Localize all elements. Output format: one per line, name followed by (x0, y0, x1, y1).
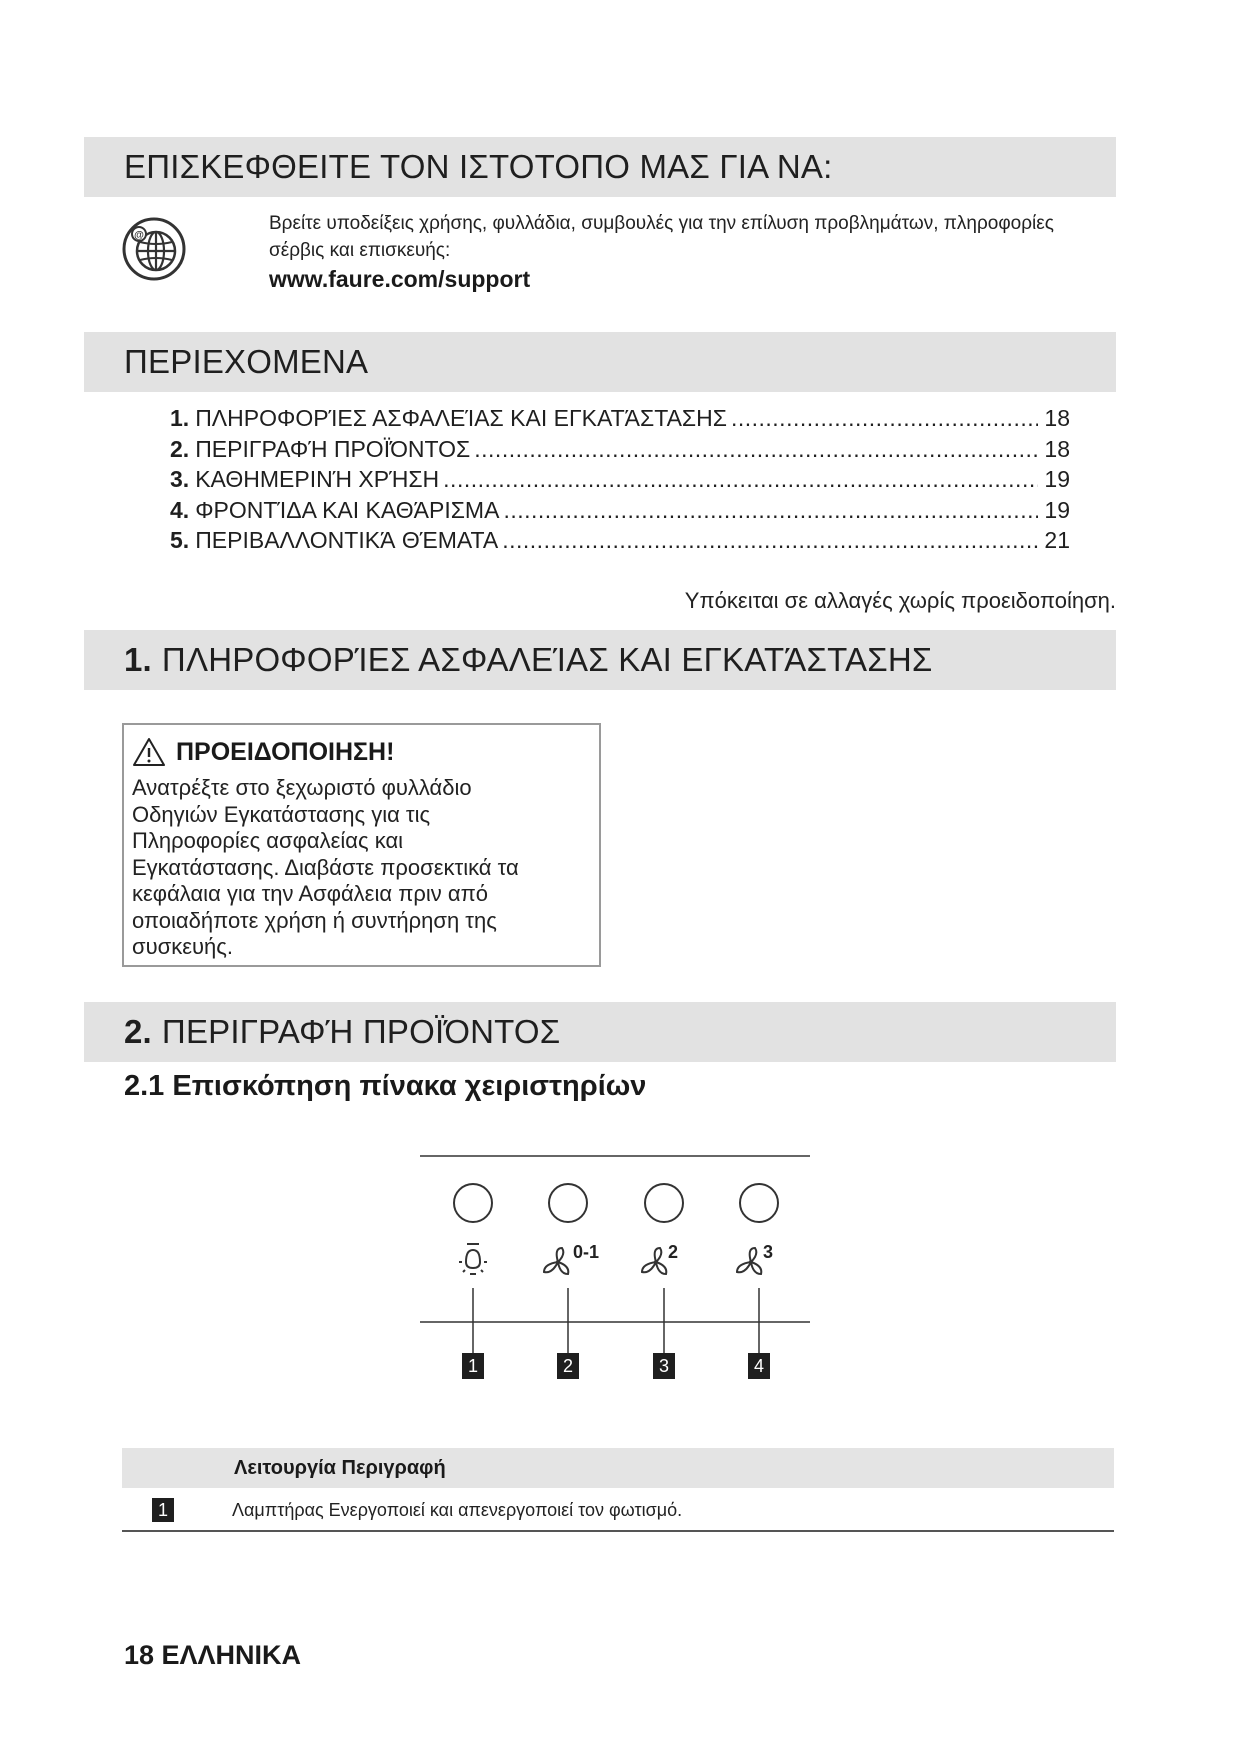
contents-heading: ΠΕΡΙΕΧΟΜΕΝΑ (124, 343, 369, 380)
warning-line: συσκευής. (132, 934, 233, 959)
visit-heading: ΕΠΙΣΚΕΦΘΕΙΤΕ ΤΟΝ ΙΣΤΟΤΟΠΟ ΜΑΣ ΓΙΑ ΝΑ: (124, 148, 833, 185)
callout-number: 2 (562, 1356, 574, 1376)
toc-leader-dots (731, 405, 1038, 432)
svg-text:@: @ (134, 230, 144, 241)
legend-table-header (122, 1448, 1114, 1488)
warning-line: Ανατρέξτε στο ξεχωριστό φυλλάδιο (132, 775, 472, 800)
toc-leader-dots (502, 527, 1038, 554)
toc-item-page: 19 (1044, 496, 1070, 523)
warning-line: κεφάλαια για την Ασφάλεια πριν από (132, 881, 489, 906)
toc-item-title: ΚΑΘΗΜΕΡΙΝΉ ΧΡΉΣΗ (195, 466, 440, 492)
toc-leader-dots (503, 497, 1038, 524)
support-url-link[interactable]: www.faure.com/support (269, 266, 531, 292)
toc-item-number: 1. (170, 405, 190, 431)
fan-speed-1-button[interactable] (549, 1184, 587, 1222)
section2-title: ΠΕΡΙΓΡΑΦΉ ΠΡΟΪΌΝΤΟΣ (161, 1013, 561, 1050)
fan-icon (544, 1248, 568, 1274)
table-of-contents (170, 405, 1070, 558)
toc-item[interactable] (170, 527, 1070, 558)
warning-title-row (132, 733, 591, 771)
legend-row-text: Λαμπτήρας Ενεργοποιεί και απενεργοποιεί τον φωτισμό. (232, 1499, 683, 1520)
toc-item-number: 4. (170, 496, 190, 523)
toc-item-title: ΠΛΗΡΟΦΟΡΊΕΣ ΑΣΦΑΛΕΊΑΣ ΚΑΙ ΕΓΚΑΤΆΣΤΑΣΗΣ (195, 405, 727, 431)
subject-to-change-note: Υπόκειται σε αλλαγές χωρίς προειδοποίηση. (684, 588, 1116, 613)
warning-line: οποιαδήποτε χρήση ή συντήρηση της (132, 907, 497, 933)
section2-heading-band (84, 1002, 1116, 1062)
visit-description: Βρείτε υποδείξεις χρήσης, φυλλάδια, συμβουλές για την επίλυση προβλημάτων, πληροφορίες σέρβις και επισκευής: (269, 213, 1054, 261)
control-panel-diagram (415, 1140, 815, 1380)
fan-icon (642, 1248, 666, 1274)
visit-heading-band (84, 137, 1116, 197)
toc-item[interactable] (170, 466, 1070, 497)
callout-number: 3 (658, 1356, 670, 1376)
section2-number: 2. (124, 1013, 152, 1050)
lamp-button[interactable] (454, 1184, 492, 1222)
callout-number: 1 (467, 1356, 479, 1376)
toc-item-title: ΦΡΟΝΤΊΔΑ ΚΑΙ ΚΑΘΆΡΙΣΜΑ (195, 496, 500, 523)
lamp-icon (459, 1244, 487, 1274)
warning-title: ΠΡΟΕΙΔΟΠΟΙΗΣΗ! (176, 737, 395, 766)
warning-triangle-icon (132, 737, 166, 767)
toc-item-title: ΠΕΡΙΒΑΛΛΟΝΤΙΚΆ ΘΈΜΑΤΑ (195, 527, 499, 553)
section1-title: ΠΛΗΡΟΦΟΡΊΕΣ ΑΣΦΑΛΕΊΑΣ ΚΑΙ ΕΓΚΑΤΆΣΤΑΣΗΣ (161, 641, 933, 678)
toc-leader-dots (443, 466, 1038, 493)
toc-item-number: 2. (170, 435, 190, 462)
toc-item-page: 18 (1044, 435, 1070, 462)
control-panel-subheading: 2.1 Επισκόπηση πίνακα χειριστηρίων (124, 1070, 647, 1102)
table-row (122, 1490, 1114, 1532)
fan-speed-2-button[interactable] (645, 1184, 683, 1222)
fan-speed-label: 2 (668, 1242, 679, 1262)
toc-item-page: 21 (1044, 527, 1070, 553)
toc-item-page: 18 (1044, 405, 1070, 431)
warning-line: Οδηγιών Εγκατάστασης για τις (132, 801, 431, 827)
globe-icon (121, 216, 187, 282)
toc-item[interactable] (170, 497, 1070, 528)
warning-line: Πληροφορίες ασφαλείας και (132, 828, 404, 853)
toc-item-number: 5. (170, 527, 190, 553)
legend-row-number: 1 (152, 1498, 174, 1522)
warning-box (122, 723, 601, 967)
fan-speed-label: 3 (763, 1242, 774, 1262)
legend-header-text: Λειτουργία Περιγραφή (234, 1456, 446, 1479)
toc-item[interactable] (170, 436, 1070, 467)
toc-item-title: ΠΕΡΙΓΡΑΦΉ ΠΡΟΪΌΝΤΟΣ (195, 435, 471, 462)
fan-speed-label: 0-1 (573, 1242, 600, 1262)
page-footer: 18 ΕΛΛΗΝΙΚΑ (124, 1640, 302, 1670)
toc-item[interactable] (170, 405, 1070, 436)
callout-number: 4 (753, 1356, 765, 1376)
section1-number: 1. (124, 641, 152, 678)
toc-leader-dots (474, 436, 1038, 463)
toc-item-page: 19 (1044, 466, 1070, 492)
fan-speed-3-button[interactable] (740, 1184, 778, 1222)
contents-heading-band (84, 332, 1116, 392)
warning-body (132, 775, 591, 961)
fan-icon (737, 1248, 761, 1274)
section1-heading-band (84, 630, 1116, 690)
warning-line: Εγκατάστασης. Διαβάστε προσεκτικά τα (132, 854, 519, 880)
toc-item-number: 3. (170, 466, 190, 492)
